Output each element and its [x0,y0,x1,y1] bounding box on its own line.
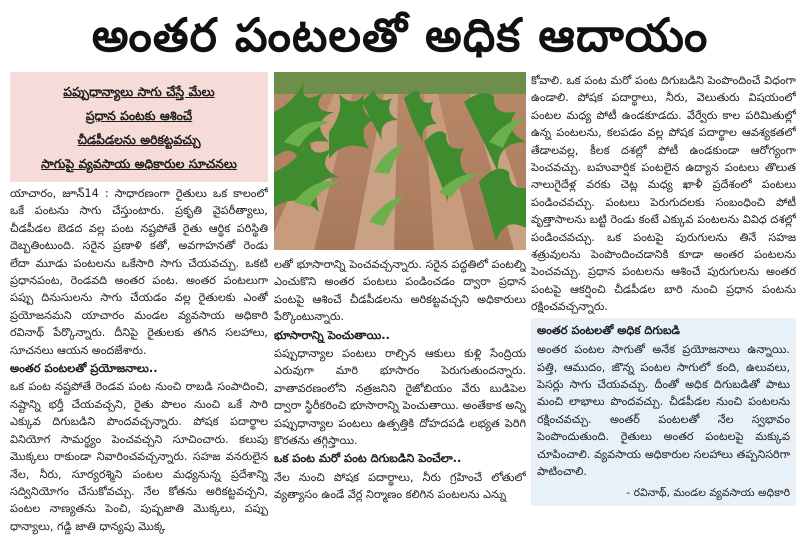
info-box [531,318,796,506]
deck-line: ప్రధాన పంటకు ఆశించే [85,108,193,123]
deck-line: చీడపీడలను అరికట్టవచ్చు [77,132,201,147]
subheading: భూసారాన్ని పెంచుతాయి.. [274,327,390,342]
body-paragraph: పప్పుధాన్యాల పంటలు రాల్చిన ఆకులు కుళ్లి సేంద్రియ ఎరువుగా మారి భూసారం పెరుగుతుందన్నారు. వాతావరణంలోని నత్రజనిని రైజోబియం వేరు బుడిపెల ద్వారా స్థిరీకరించి భూసారాన్ని పెంచుతాయి. అంతేకాక అన్ని పప్పుధాన్యాల పంటలు ఉత్పత్తికి దోహదపడి లభ్యత పెరిగి కొరతను తగ్గిస్తాయి. [274,347,526,448]
body-paragraph: యాచారం, జూన్14 : సాధారణంగా రైతులు ఒక కాలంలో ఒకే పంటను సాగు చేస్తుంటారు. ప్రకృతి వైపరీత్యాలు, చీడపీడల బెడద వల్ల పంట నష్టపోతే రైతు ఆర్థిక పరిస్థితి దెబ్బతింటుంది. సరైన ప్రణాళి కతో, అవగాహనతో రెండు లేదా మూడు పంటలను ఒకేసారి సాగు చేయవచ్చు. ఒకటి ప్రధానపంట, రెండవది అంతర పంట. అంతర పంటలుగా పప్పు దినుసులను సాగు చేయడం వల్ల రైతులకు ఎంతో ప్రయోజనమని యాచారం మండల వ్యవసాయ అధికారి రవినాథ్ పేర్కొన్నారు. దీనిపై రైతులకు తగిన సలహాలు, సూచనలు ఆయన అందజేశారు. [10,187,268,357]
body-paragraph: లతో భూసారాన్ని పెంచవచ్చన్నారు. సరైన పద్ధతిలో పంటల్ని ఎంచుకొని అంతర పంటలు పండించడం ద్వారా ప్రధాన పంటపై ఆశించే చీడపీడలను అరికట్టవచ్చని అధికారులు పేర్కొంటున్నారు. [274,258,526,324]
subheading: ఒక పంట మరో పంట దిగుబడిని పెంచేలా.. [274,451,462,466]
deck-line: సాగుపై వ్యవసాయ అధికారుల సూచనలు [41,156,237,171]
crop-field-photo [274,72,526,250]
column-middle [274,72,526,556]
info-box-text: అంతర పంటల సాగుతో అనేక ప్రయోజనాలు ఉన్నాయి. పత్తి, ఆముదం, జొన్న పంటల సాగులో కంది, ఉలువలు, పెసర్లు సాగు చేయవచ్చు. దీంతో అధిక దిగుబడితో పాటు మంచి లాభాలు పొందవచ్చు. చీడపీడల నుంచి పంటలను రక్షించవచ్చు. అంతర్ పంటలతో నేల స్వభావం పెంపొందుతుంది. రైతులు అంతర పంటలపై మక్కువ చూపించాలి. వ్యవసాయ అధికారుల సలహాలు తప్పనిసరిగా పాటించాలి. [537,343,790,478]
headline: అంతర పంటలతో అధిక ఆదాయం [91,8,709,62]
info-box-title: అంతర పంటలతో అధిక దిగుబడి [537,322,680,337]
body-paragraph: ఒక పంట నష్టపోతే రెండవ పంట నుంచి రాబడి సంపాదించి, నష్టాన్ని భర్తీ చేయవచ్చని, రైతు పొలం నుంచి ఒకే సారి ఎక్కువ దిగుబడిని పొందవచ్చన్నారు. పోషక పదార్థాల వినియోగ సామర్థ్యం పెంచవచ్చని సూచించారు. కలుపు మొక్కలు రాకుండా నివారించవచ్చన్నారు. సహజ వనరులైన నేల, నీరు, సూర్యరశ్మిని పంటల మధ్యనున్న ప్రదేశాన్ని సద్వినియోగం చేసుకోవచ్చు. నేల కోతను అరికట్టవచ్చని, పంటల నాణ్యతను పెంచి, పుష్పజాతి మొక్కలు, పప్పు ధాన్యాలు, గడ్డి జాతి ధాన్యపు మొక్క [10,380,268,533]
body-paragraph: నేల నుంచి పోషక పదార్థాలు, నీరు గ్రహించే లోతులో వ్యత్యాసం ఉండే వేర్ల నిర్మాణం కలిగిన పంటలను ఎన్ను [274,470,526,502]
signature: - రవినాథ్, మండల వ్యవసాయ అధికారి [626,486,790,500]
subheading: అంతర పంటలతో ప్రయోజనాలు.. [10,361,158,376]
column-right [531,72,796,556]
deck-box [10,72,268,182]
deck-line: పప్పుధాన్యాలు సాగు చేస్తే మేలు [63,84,215,99]
body-paragraph: కోవాలి. ఒక పంట మరో పంట దిగుబడిని పెంపొందించే విధంగా ఉండాలి. పోషక పదార్థాలు, నీరు, వెలుతురు విషయంలో పంటల మధ్య పోటీ ఉండకూడదు. వేర్వేరు కాల పరిమితుల్లో ఉన్న పంటలను, కలపడం వల్ల పోషక పదార్థాల ఆవశ్యకతలో తేడాలవల్ల, కీలక దశల్లో పోటీ ఉండకుండా ఆరోగ్యంగా పెంచవచ్చు. బహువార్షిక పంటలైన ఉద్యాన పంటలు తొలుత నాలుగైదేళ్ల వరకు చెట్ల మధ్య ఖాళీ ప్రదేశంలో పంటలు పండించవచ్చు. పంటలు పెరుగుదలకు సంబంధించి పోటీ వృత్తాసాలను బట్టి రెండు కంటే ఎక్కువ పంటలను వివిధ దశల్లో పండించవచ్చు. ఒక పంటపై పురుగులను తినే సహజ శత్రువులను పెంపొందించడానికి కూడా అంతర పంటలను పెంచవచ్చు. ప్రధాన పంటలను ఆశించే పురుగులను అంతర పంటపై ఆకర్షించి చీడపీడల బారి నుంచి ప్రధాన పంటను రక్షించవచ్చన్నారు. [531,74,796,314]
column-left [10,72,268,556]
